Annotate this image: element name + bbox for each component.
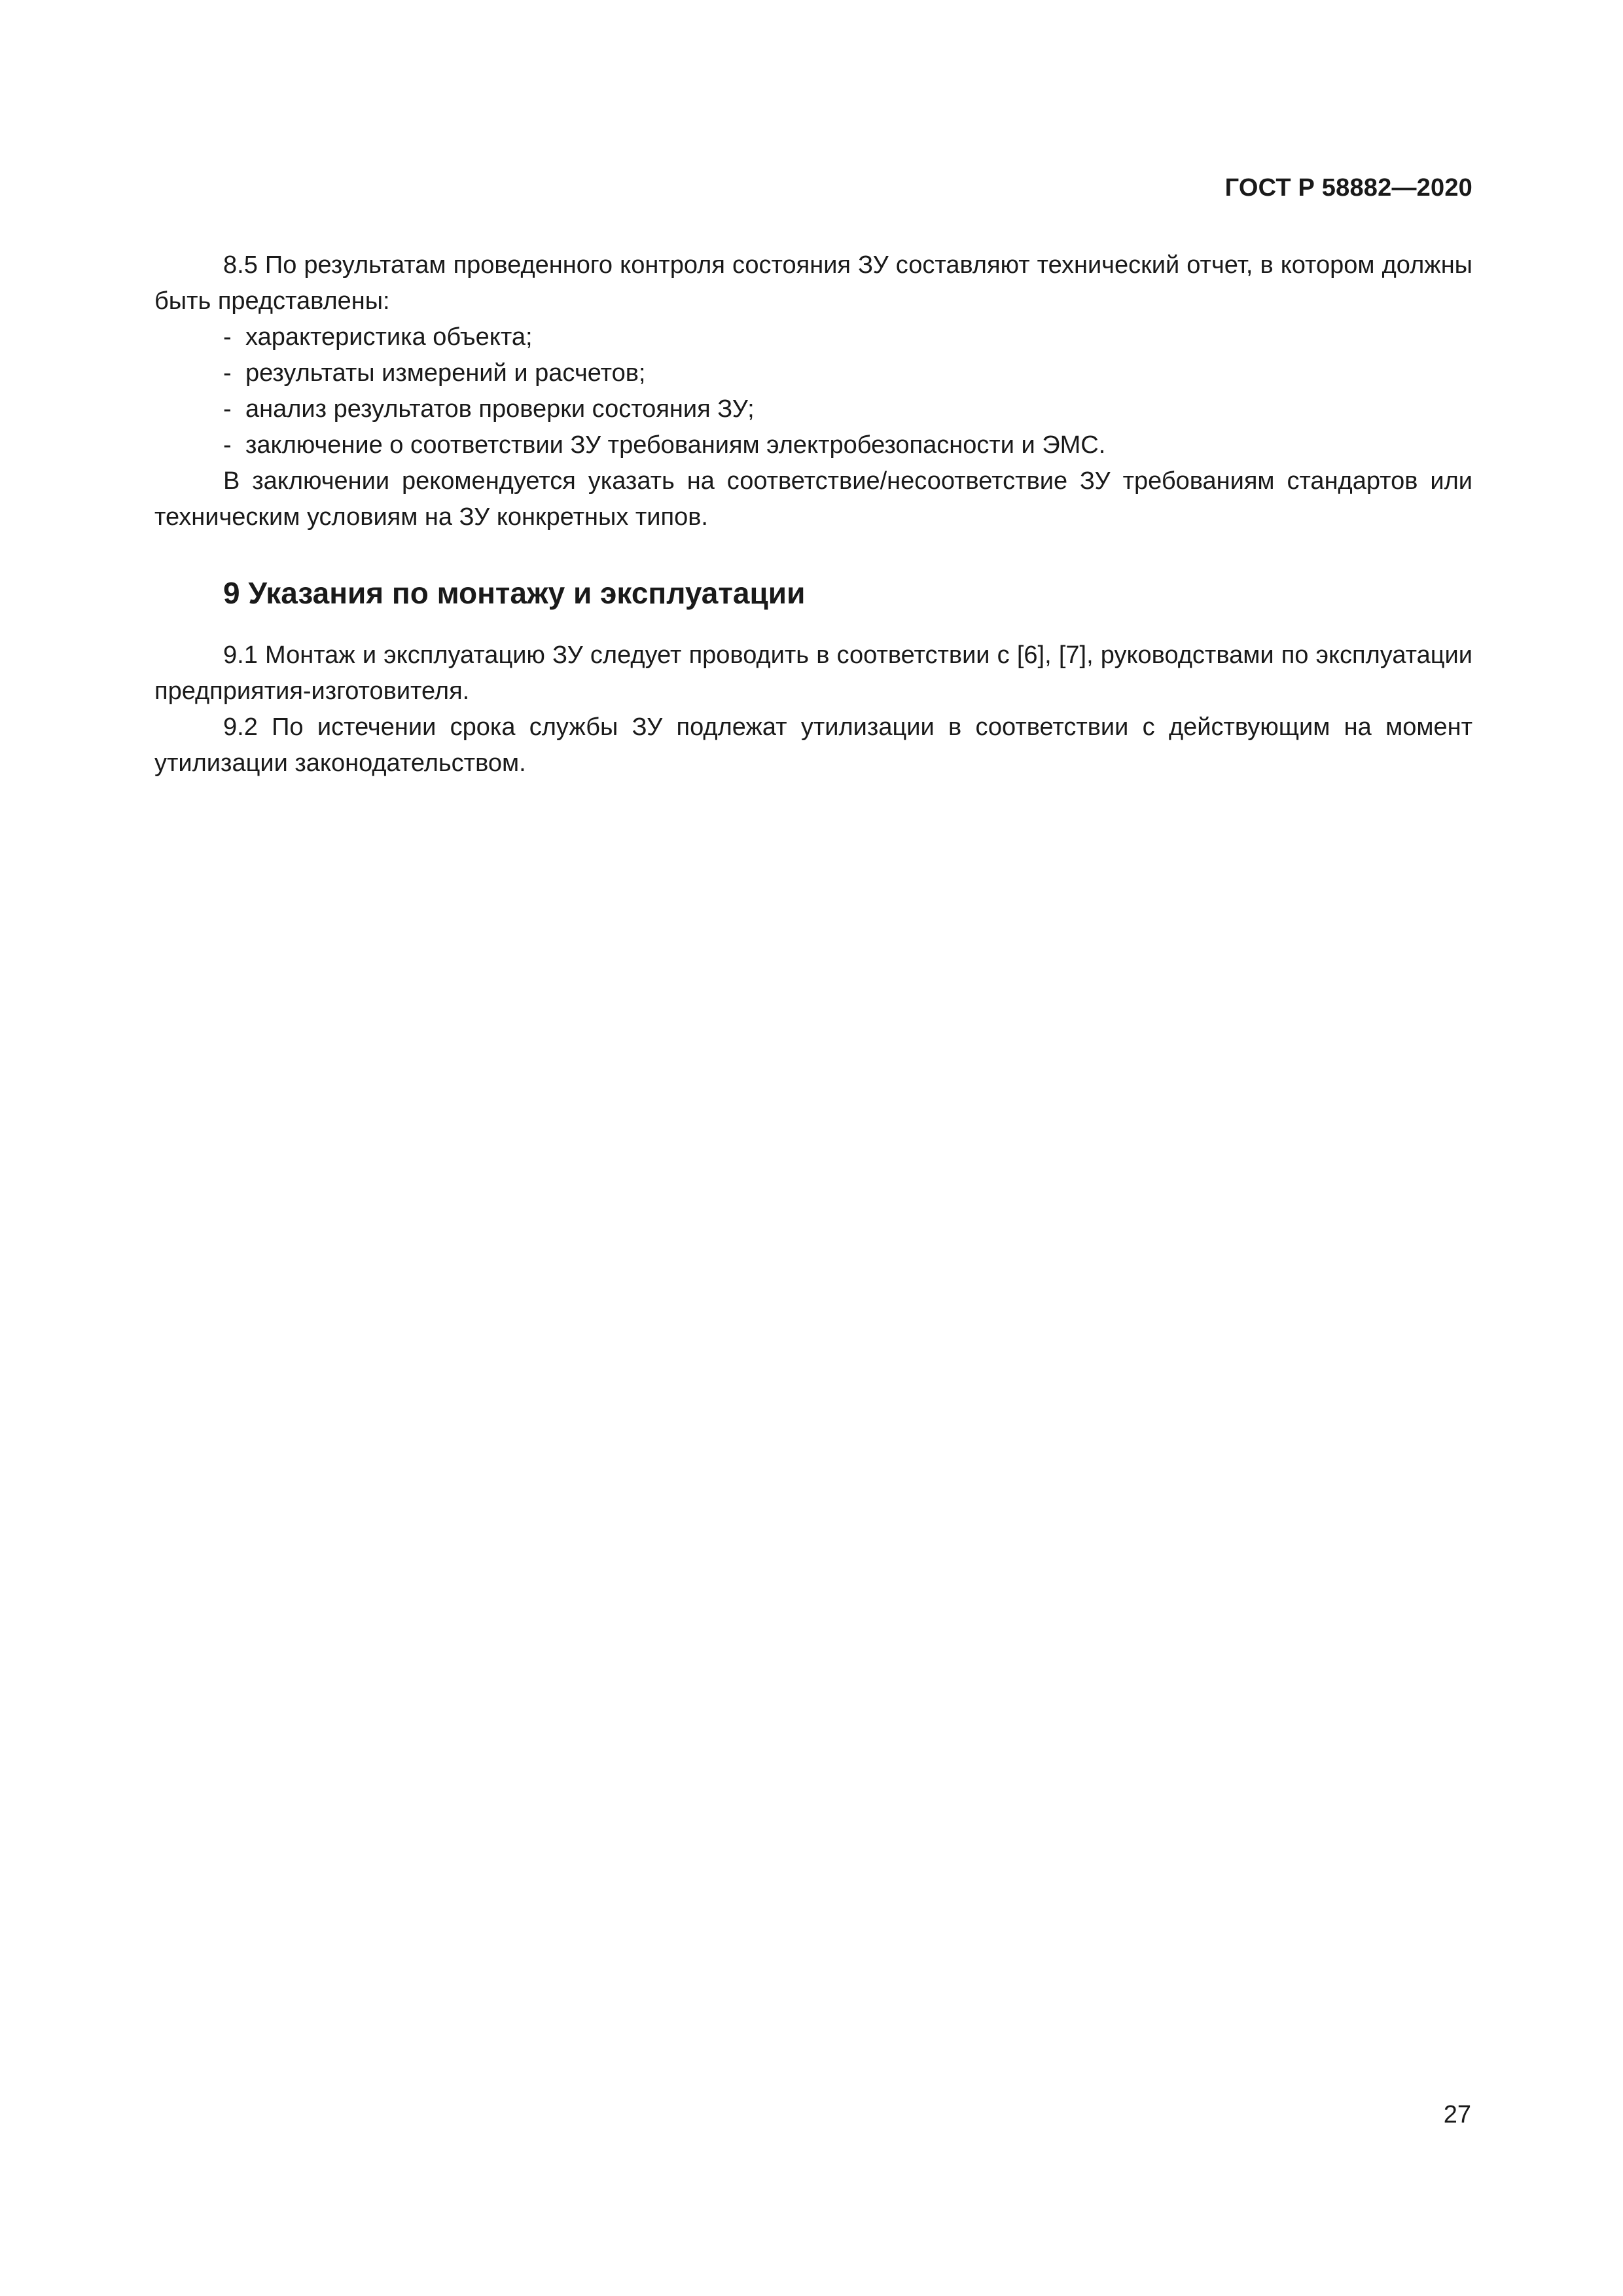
paragraph-9-2: 9.2 По истечении срока службы ЗУ подлежат утилизации в соответствии с действующим на момент утилизации законодательством.: [154, 713, 1472, 777]
list-item: - анализ результатов проверки состояния ЗУ;: [223, 395, 755, 423]
list-item: - результаты измерений и расчетов;: [223, 359, 646, 387]
paragraph-9-1: 9.1 Монтаж и эксплуатацию ЗУ следует проводить в соответствии с [6], [7], руководствами по эксплуатации предприятия-изготовителя.: [154, 641, 1472, 705]
list-item-text: анализ результатов проверки состояния ЗУ;: [245, 395, 755, 423]
list-item-text: характеристика объекта;: [245, 323, 533, 351]
list-item: - характеристика объекта;: [223, 323, 533, 351]
section-9-title: 9 Указания по монтажу и эксплуатации: [223, 576, 806, 610]
paragraph-8-5-intro: 8.5 По результатам проведенного контроля состояния ЗУ составляют технический отчет, в котором должны быть представлены:: [154, 251, 1472, 315]
report-contents-list: [154, 319, 1472, 463]
document-code-header: ГОСТ Р 58882—2020: [1224, 174, 1472, 202]
list-item-text: заключение о соответствии ЗУ требованиям электробезопасности и ЭМС.: [245, 431, 1106, 459]
page-content: [154, 247, 1472, 781]
list-item-text: результаты измерений и расчетов;: [245, 359, 646, 387]
paragraph-8-5-conclusion: В заключении рекомендуется указать на соответствие/несоответствие ЗУ требованиям стандартов или техническим условиям на ЗУ конкретных типов.: [154, 467, 1472, 531]
page-number: 27: [1443, 2101, 1471, 2128]
list-item: - заключение о соответствии ЗУ требованиям электробезопасности и ЭМС.: [223, 431, 1106, 459]
